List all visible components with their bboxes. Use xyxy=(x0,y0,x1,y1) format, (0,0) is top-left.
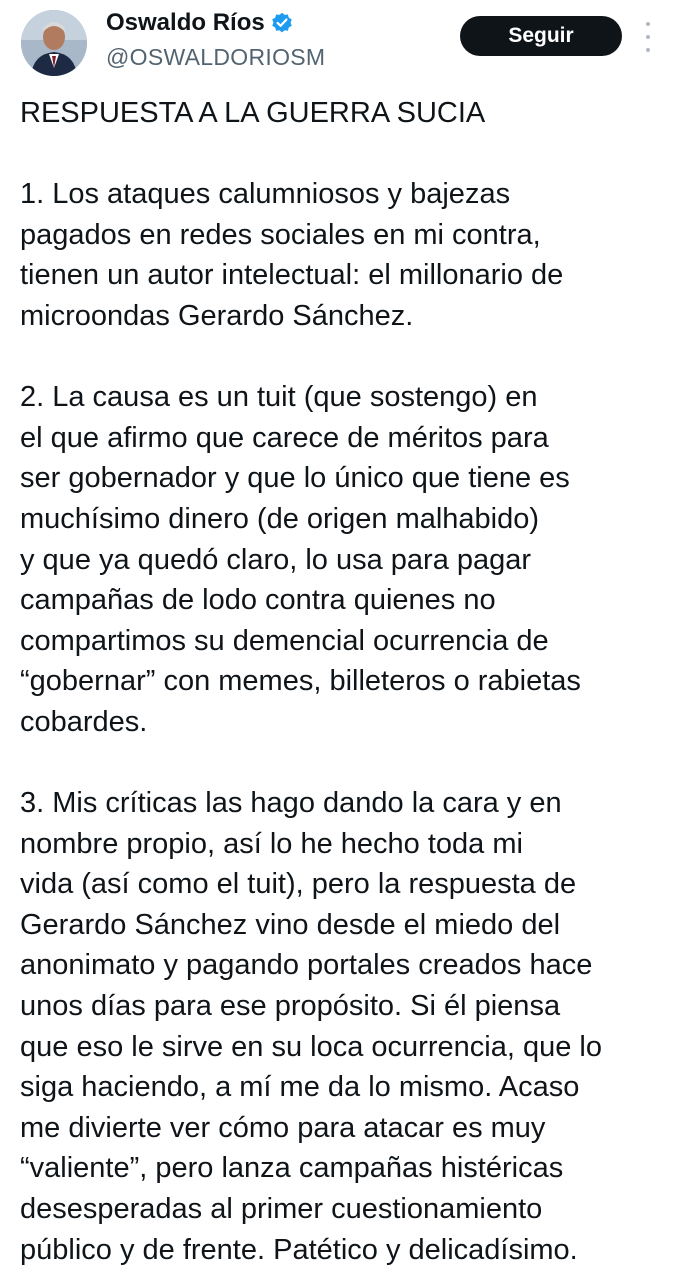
tweet-line: cobardes. xyxy=(20,705,148,738)
tweet-line: público y de frente. Patético y delicadísimo. xyxy=(20,1233,578,1266)
tweet-line: ser gobernador y que lo único que tiene es xyxy=(20,462,570,495)
tweet-text xyxy=(20,93,665,1270)
tweet-line: me divierte ver cómo para atacar es muy xyxy=(20,1111,546,1144)
tweet-line: compartimos su demencial ocurrencia de xyxy=(20,624,549,657)
verified-badge-icon xyxy=(271,12,293,34)
tweet-line: 3. Mis críticas las hago dando la cara y en xyxy=(20,787,562,820)
tweet-line: siga haciendo, a mí me da lo mismo. Acaso xyxy=(20,1071,580,1104)
tweet-line: vida (así como el tuit), pero la respuesta de xyxy=(20,868,577,901)
follow-button[interactable]: Seguir xyxy=(460,16,622,56)
avatar[interactable] xyxy=(21,10,87,76)
tweet-line: 1. Los ataques calumniosos y bajezas xyxy=(20,178,511,211)
tweet-line: el que afirmo que carece de méritos para xyxy=(20,421,549,454)
more-options-icon[interactable] xyxy=(642,22,654,52)
author-name[interactable]: Oswaldo Ríos xyxy=(106,9,265,36)
tweet-line: anonimato y pagando portales creados hace xyxy=(20,949,593,982)
tweet-line: campañas de lodo contra quienes no xyxy=(20,584,496,617)
tweet-line: “gobernar” con memes, billeteros o rabietas xyxy=(20,665,581,698)
author-name-row xyxy=(106,8,293,38)
tweet-line: tienen un autor intelectual: el millonario de xyxy=(20,259,564,292)
tweet-line: Gerardo Sánchez vino desde el miedo del xyxy=(20,908,561,941)
tweet-line: “valiente”, pero lanza campañas histéricas xyxy=(20,1152,564,1185)
tweet-line: microondas Gerardo Sánchez. xyxy=(20,299,414,332)
tweet-line: desesperadas al primer cuestionamiento xyxy=(20,1193,543,1226)
tweet-line: muchísimo dinero (de origen malhabido) xyxy=(20,502,540,535)
tweet-line: nombre propio, así lo he hecho toda mi xyxy=(20,827,523,860)
tweet-line: pagados en redes sociales en mi contra, xyxy=(20,218,541,251)
tweet-line: 2. La causa es un tuit (que sostengo) en xyxy=(20,381,538,414)
tweet-line: que eso le sirve en su loca ocurrencia, que lo xyxy=(20,1030,602,1063)
avatar-photo-icon xyxy=(21,10,87,76)
author-handle[interactable]: @OSWALDORIOSM xyxy=(106,44,326,70)
tweet-title: RESPUESTA A LA GUERRA SUCIA xyxy=(20,97,486,129)
tweet-line: unos días para ese propósito. Si él piensa xyxy=(20,990,561,1023)
tweet-header xyxy=(0,0,681,90)
tweet-line: y que ya quedó claro, lo usa para pagar xyxy=(20,543,532,576)
